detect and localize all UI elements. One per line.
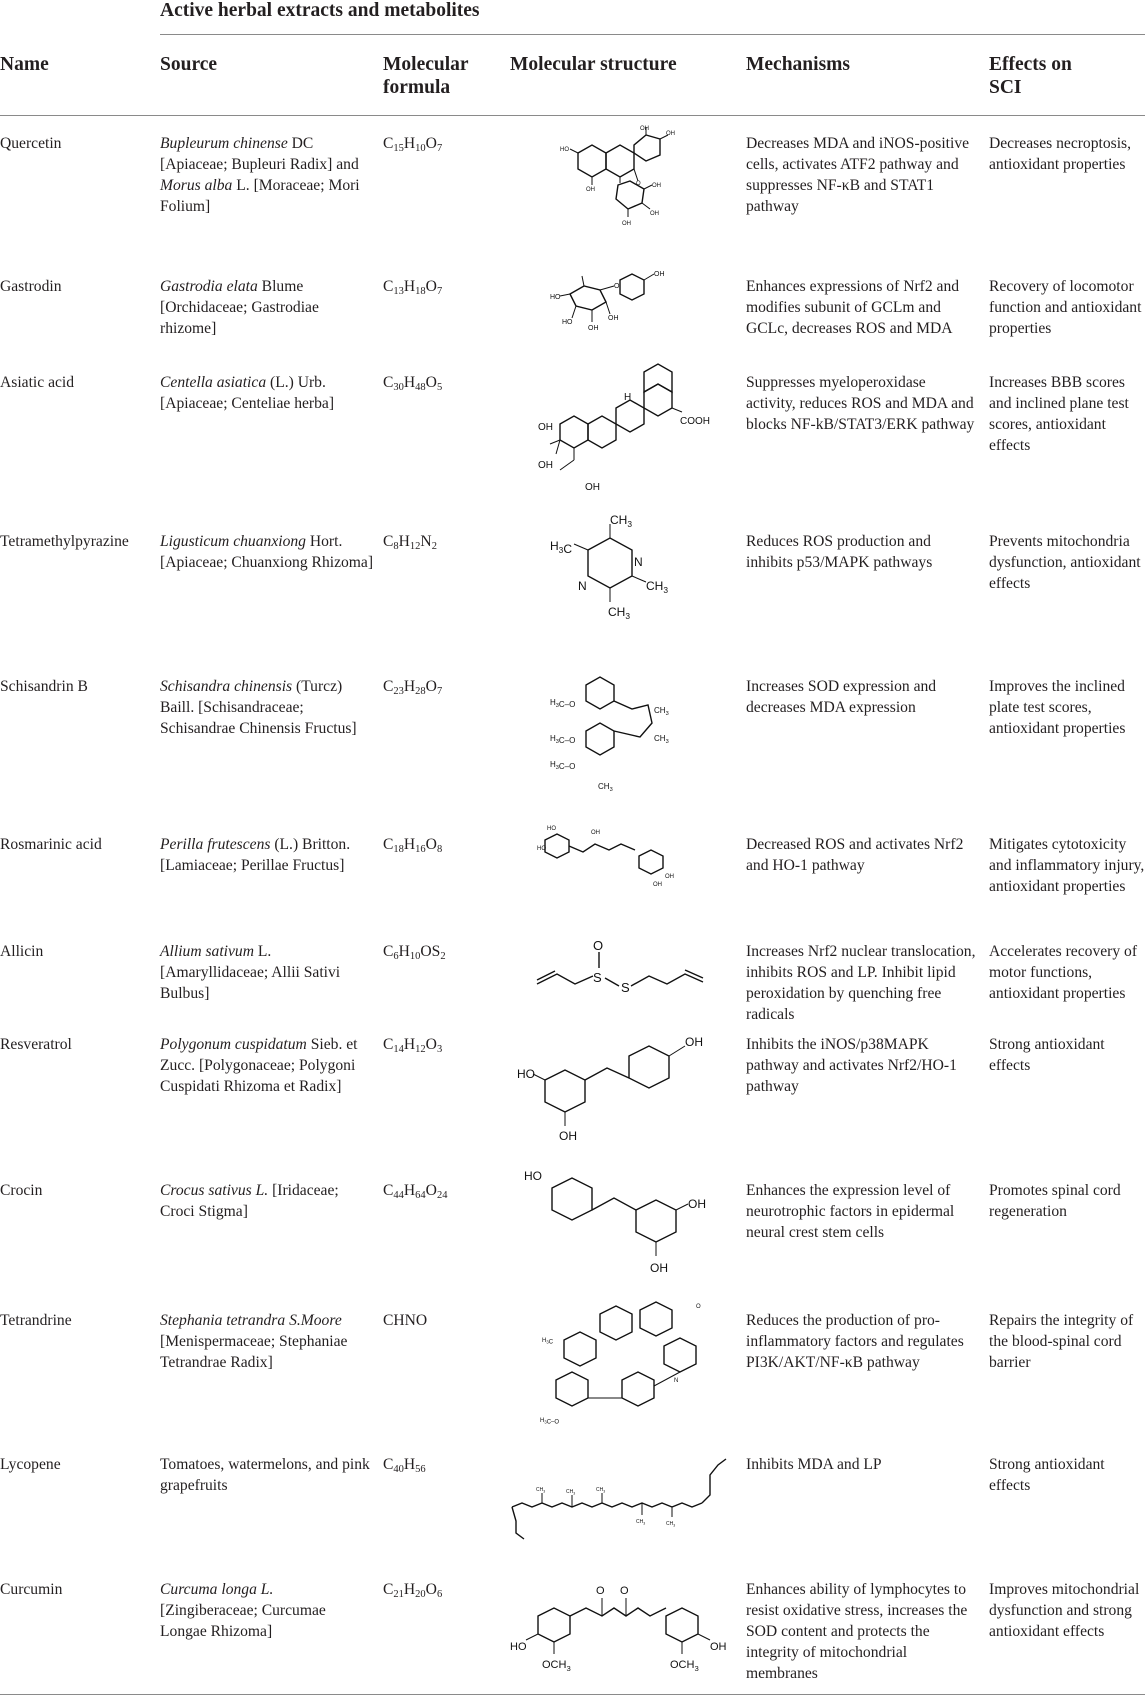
oh-label: OH: [640, 126, 649, 132]
oh-label: OH: [650, 211, 659, 217]
source-species: Crocus sativus L.: [160, 1182, 269, 1199]
mechanisms: Enhances expressions of Nrf2 and modifies subunit of GCLm and GCLc, decreases ROS and MDA: [746, 278, 960, 337]
ch3-label: $CH_3$: [646, 579, 669, 595]
effects-on-sci: Promotes spinal cord regeneration: [989, 1182, 1121, 1220]
molecular-formula: $C_8H_{12}N_2$: [383, 533, 437, 552]
compound-name: Rosmarinic acid: [0, 836, 102, 853]
oh-label: OH: [538, 460, 553, 471]
effects-on-sci: Mitigates cytotoxicity and inflammatory injury, antioxidant properties: [989, 836, 1145, 895]
oh-label: OH: [586, 187, 595, 193]
header-effects-line1: Effects on: [989, 54, 1072, 75]
mechanisms: Inhibits MDA and LP: [746, 1456, 882, 1473]
lycopene-structure: [510, 1445, 735, 1545]
molecular-formula: $C_{21}H_{20}O_6$: [383, 1581, 443, 1600]
o-label: O: [620, 1585, 629, 1597]
ho-label: HO: [562, 319, 573, 326]
resveratrol-structure: [515, 1022, 725, 1142]
ch3-label: $CH_3$: [598, 782, 613, 793]
h3c-label: $H_3C$: [542, 1338, 554, 1346]
compound-name: Lycopene: [0, 1456, 61, 1473]
oh-label: OH: [665, 874, 674, 880]
source-text: Blume [Orchidaceae; Gastrodiae rhizome]: [160, 278, 319, 337]
tetrandrine-structure: [540, 1300, 725, 1430]
ho-label: HO: [510, 1641, 527, 1653]
h3c-o-label: $H_3C-O$: [550, 734, 576, 745]
curcumin-structure: [510, 1568, 735, 1683]
molecular-formula: $C_{44}H_{64}O_{24}$: [383, 1182, 448, 1201]
s-label: S: [593, 970, 602, 985]
source-text: [Zingiberaceae; Curcumae Longae Rhizoma]: [160, 1602, 326, 1640]
group-title: Active herbal extracts and metabolites: [160, 0, 480, 21]
header-effects-line2: SCI: [989, 77, 1022, 98]
compound-source: [160, 941, 375, 1004]
mechanisms: Inhibits the iNOS/p38MAPK pathway and activates Nrf2/HO-1 pathway: [746, 1036, 957, 1095]
quercetin-structure: [548, 125, 688, 240]
molecular-formula: CHNO: [383, 1312, 428, 1329]
source-species: Morus alba: [160, 177, 233, 194]
compound-name: Tetramethylpyrazine: [0, 533, 129, 550]
oh-label: OH: [710, 1641, 727, 1653]
compound-name: Schisandrin B: [0, 678, 88, 695]
oh-label: OH: [608, 315, 619, 322]
oh-label: OH: [622, 221, 631, 227]
mechanisms: Suppresses myeloperoxidase activity, reduces ROS and MDA and blocks NF-kB/STAT3/ERK pathway: [746, 374, 975, 433]
compound-source: [160, 133, 375, 217]
effects-on-sci: Strong antioxidant effects: [989, 1036, 1105, 1074]
ch3-label: $CH_3$: [608, 605, 631, 621]
header-formula-line1: Molecular: [383, 54, 469, 75]
oh-label: OH: [688, 1197, 706, 1211]
source-species: Ligusticum chuanxiong: [160, 533, 306, 550]
n-label: N: [578, 579, 587, 593]
ho-label: HO: [550, 294, 561, 301]
o-label: O: [636, 181, 641, 187]
asiatic-acid-structure: [530, 362, 710, 497]
source-species: Gastrodia elata: [160, 278, 258, 295]
compound-name: Asiatic acid: [0, 374, 75, 391]
mechanisms: Decreases MDA and iNOS-positive cells, activates ATF2 pathway and suppresses NF-κB and STAT1 pathway: [746, 135, 970, 215]
source-species: Curcuma longa L.: [160, 1581, 274, 1598]
effects-on-sci: Strong antioxidant effects: [989, 1456, 1105, 1494]
o-label: O: [593, 938, 604, 953]
source-species: Perilla frutescens: [160, 836, 271, 853]
oh-label: OH: [652, 183, 661, 189]
header-rule: [0, 115, 1145, 116]
ch3-label: $CH_3$: [566, 1489, 576, 1496]
compound-name: Curcumin: [0, 1581, 63, 1598]
mechanisms: Increases Nrf2 nuclear translocation, inhibits ROS and LP. Inhibit lipid peroxidation by quenching free radicals: [746, 943, 976, 1023]
compound-source: [160, 1034, 375, 1097]
compound-name: Tetrandrine: [0, 1312, 72, 1329]
mechanisms: Reduces the production of pro-inflammatory factors and regulates PI3K/AKT/NF-κB pathway: [746, 1312, 964, 1371]
source-text: (L.) Britton. [Lamiaceae; Perillae Fructus]: [160, 836, 351, 874]
source-text: L. [Moraceae; Mori Folium]: [160, 177, 360, 215]
o-label: O: [596, 1585, 605, 1597]
ch3-label: $CH_3$: [596, 1487, 606, 1494]
molecular-formula: $C_{40}H_{56}$: [383, 1456, 426, 1475]
effects-on-sci: Prevents mitochondria dysfunction, antioxidant effects: [989, 533, 1141, 592]
source-text: DC [Apiaceae; Bupleuri Radix] and: [160, 135, 359, 173]
allicin-structure: [535, 930, 705, 995]
och3-label: $OCH_3$: [542, 1659, 571, 1673]
source-text: (L.) Urb. [Apiaceae; Centeliae herba]: [160, 374, 335, 412]
compound-source: [160, 531, 375, 573]
molecular-formula: $C_{14}H_{12}O_3$: [383, 1036, 443, 1055]
mechanisms: Enhances ability of lymphocytes to resist oxidative stress, increases the SOD content and protects the integrity of mitochondrial membranes: [746, 1581, 968, 1682]
oh-label: OH: [685, 1035, 703, 1049]
crocin-structure: [522, 1168, 722, 1278]
oh-label: OH: [653, 882, 662, 888]
cooh-label: COOH: [680, 416, 710, 427]
compound-source: [160, 834, 375, 876]
source-text: Tomatoes, watermelons, and pink grapefruits: [160, 1456, 370, 1494]
header-source: Source: [160, 54, 218, 75]
ch3-label: $CH_3$: [654, 734, 669, 745]
molecular-formula: $C_{23}H_{28}O_7$: [383, 678, 443, 697]
oh-label: OH: [650, 1261, 668, 1275]
source-text: L. [Amaryllidaceae; Allii Sativi Bulbus]: [160, 943, 341, 1002]
mechanisms: Increases SOD expression and decreases MDA expression: [746, 678, 937, 716]
header-name: Name: [0, 54, 49, 75]
effects-on-sci: Recovery of locomotor function and antioxidant properties: [989, 278, 1142, 337]
source-text: Hort. [Apiaceae; Chuanxiong Rhizoma]: [160, 533, 374, 571]
effects-on-sci: Improves mitochondrial dysfunction and strong antioxidant effects: [989, 1581, 1140, 1640]
oh-label: OH: [666, 131, 675, 137]
ch3-label: $CH_3$: [636, 1519, 646, 1526]
n-label: N: [674, 1378, 679, 1384]
source-text: (Turcz) Baill. [Schisandraceae; Schisandrae Chinensis Fructus]: [160, 678, 357, 737]
compound-name: Quercetin: [0, 135, 62, 152]
ch3-label: $CH_3$: [536, 1487, 546, 1494]
source-species: Bupleurum chinense: [160, 135, 288, 152]
mechanisms: Reduces ROS production and inhibits p53/MAPK pathways: [746, 533, 933, 571]
rosmarinic-acid-structure: [535, 820, 700, 895]
mechanisms: Enhances the expression level of neurotrophic factors in epidermal neural crest stem cells: [746, 1182, 955, 1241]
effects-on-sci: Repairs the integrity of the blood-spinal cord barrier: [989, 1312, 1134, 1371]
source-species: Stephania tetrandra S.Moore: [160, 1312, 342, 1329]
compound-name: Crocin: [0, 1182, 43, 1199]
effects-on-sci: Decreases necroptosis, antioxidant properties: [989, 135, 1132, 173]
source-text: Sieb. et Zucc. [Polygonaceae; Polygoni Cuspidati Rhizoma et Radix]: [160, 1036, 358, 1095]
header-structure: Molecular structure: [510, 54, 677, 75]
ho-label: HO: [517, 1067, 535, 1081]
source-species: Allium sativum: [160, 943, 254, 960]
h-label: H: [624, 392, 632, 403]
bottom-rule: [0, 1694, 1145, 1695]
compound-source: [160, 276, 375, 339]
h3c-label: $H_3C$: [550, 539, 573, 556]
header-formula: [383, 53, 469, 99]
compound-source: [160, 1180, 375, 1222]
tetramethylpyrazine-structure: [548, 513, 688, 640]
oh-label: OH: [585, 482, 600, 493]
gastrodin-structure: [548, 268, 688, 338]
ch3-label: $CH_3$: [666, 1521, 676, 1528]
h3c-o-label: $H_3C-O$: [550, 760, 576, 771]
o-label: O: [696, 1304, 701, 1310]
molecular-formula: $C_{30}H_{48}O_5$: [383, 374, 443, 393]
ch3-label: $CH_3$: [654, 706, 669, 717]
group-rule: [160, 34, 1145, 35]
effects-on-sci: Increases BBB scores and inclined plane test scores, antioxidant effects: [989, 374, 1129, 454]
source-species: Centella asiatica: [160, 374, 267, 391]
compound-source: [160, 1579, 375, 1642]
compound-source: [160, 372, 375, 414]
compound-name: Allicin: [0, 943, 44, 960]
och3-label: $OCH_3$: [670, 1659, 699, 1673]
oh-label: OH: [654, 271, 665, 278]
h3c-o-label: $H_3C-O$: [550, 698, 576, 709]
molecular-formula: $C_6H_{10}OS_2$: [383, 943, 446, 962]
ho-label: HO: [560, 147, 569, 153]
oh-label: OH: [591, 830, 600, 836]
molecular-formula: $C_{13}H_{18}O_7$: [383, 278, 443, 297]
compound-source: [160, 1454, 375, 1496]
header-mechanisms: Mechanisms: [746, 54, 850, 75]
compound-source: [160, 1310, 375, 1373]
s-label: S: [621, 980, 630, 995]
molecular-formula: $C_{18}H_{16}O_8$: [383, 836, 443, 855]
header-effects: [989, 53, 1072, 99]
mechanisms: Decreased ROS and activates Nrf2 and HO-1 pathway: [746, 836, 964, 874]
ho-label: HO: [537, 846, 546, 852]
compound-source: [160, 676, 375, 739]
n-label: N: [634, 555, 643, 569]
schisandrin-b-structure: [548, 665, 688, 793]
effects-on-sci: Accelerates recovery of motor functions, antioxidant properties: [989, 943, 1138, 1002]
effects-on-sci: Improves the inclined plate test scores, antioxidant properties: [989, 678, 1126, 737]
source-text: [Iridaceae; Croci Stigma]: [160, 1182, 339, 1220]
source-species: Polygonum cuspidatum: [160, 1036, 307, 1053]
h3c-o-label: $H_3C-O$: [540, 1418, 560, 1426]
header-formula-line2: formula: [383, 77, 451, 98]
source-text: [Menispermaceae; Stephaniae Tetrandrae Radix]: [160, 1333, 348, 1371]
ho-label: HO: [524, 1169, 542, 1183]
compound-name: Gastrodin: [0, 278, 62, 295]
oh-label: OH: [538, 422, 553, 433]
ch3-label: $CH_3$: [610, 513, 633, 529]
compound-name: Resveratrol: [0, 1036, 72, 1053]
molecular-formula: $C_{15}H_{10}O_7$: [383, 135, 443, 154]
oh-label: OH: [559, 1129, 577, 1143]
oh-label: OH: [588, 325, 599, 332]
ho-label: HO: [547, 826, 556, 832]
o-label: O: [614, 283, 620, 290]
source-species: Schisandra chinensis: [160, 678, 293, 695]
